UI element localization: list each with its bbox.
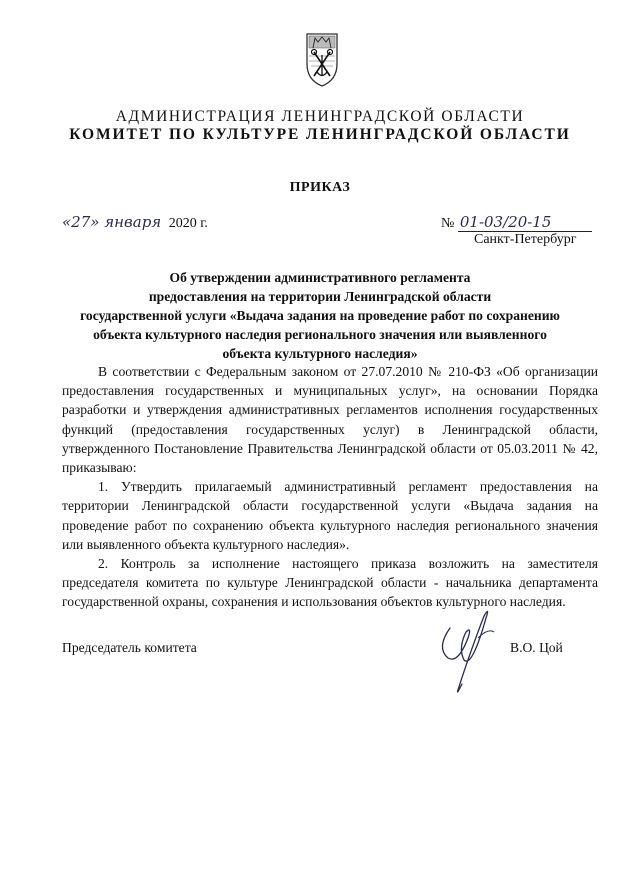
subject-line: объекта культурного наследия регионального значения или выявленного bbox=[93, 327, 547, 342]
signer-title: Председатель комитета bbox=[62, 640, 197, 655]
date-handwritten: «27» января bbox=[62, 213, 162, 231]
coat-of-arms-icon bbox=[303, 28, 341, 88]
document-number bbox=[441, 213, 592, 232]
document-date bbox=[62, 213, 208, 232]
subject-line: предоставления на территории Ленинградской области bbox=[148, 289, 492, 304]
subject-line: объекта культурного наследия» bbox=[222, 346, 418, 361]
city: Санкт-Петербург bbox=[474, 232, 577, 247]
clause-2-paragraph: 2. Контроль за исполнение настоящего приказа возложить на заместителя председателя комитета по культуре Ленинградской области - начальника департамента государственной охраны, сохранения и использования объектов культурного наследия. bbox=[62, 556, 598, 610]
order-subject bbox=[62, 268, 578, 363]
committee-name: КОМИТЕТ ПО КУЛЬТУРЕ ЛЕНИНГРАДСКОЙ ОБЛАСТИ bbox=[69, 126, 571, 143]
document-type-title: ПРИКАЗ bbox=[289, 180, 351, 195]
subject-line: государственной услуги «Выдача задания на проведение работ по сохранению bbox=[80, 308, 560, 323]
organization-name: АДМИНИСТРАЦИЯ ЛЕНИНГРАДСКОЙ ОБЛАСТИ bbox=[115, 108, 525, 125]
number-handwritten: 01-03/20-15 bbox=[458, 213, 592, 232]
clause-1-paragraph: 1. Утвердить прилагаемый административный регламент предоставления на территории Ленинградской области государственной услуги «Выдача задания на проведение работ по сохранению объекта культурного наследия регионального значения или выявленного объекта культурного наследия». bbox=[62, 479, 598, 552]
number-prefix: № bbox=[441, 216, 455, 231]
signer-name: В.О. Цой bbox=[510, 640, 563, 655]
subject-line: Об утверждении административного регламента bbox=[169, 270, 471, 285]
order-body bbox=[62, 362, 598, 612]
date-year: 2020 г. bbox=[168, 216, 208, 231]
handwritten-signature-icon bbox=[428, 598, 516, 698]
preamble-paragraph: В соответствии с Федеральным законом от 27.07.2010 № 210-ФЗ «Об организации предоставления государственных и муниципальных услуг», на основании Порядка разработки и утверждения административных регламентов исполнения государственных функций (предоставления государственных услуг) в Ленинградской области, утвержденного Постановление Правительства Ленинградской области от 05.03.2011 № 42, приказываю: bbox=[62, 364, 598, 476]
